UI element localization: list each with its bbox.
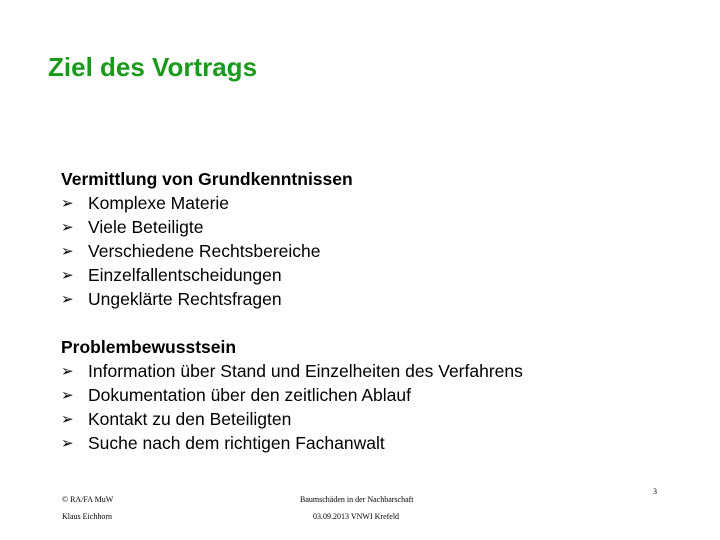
arrow-bullet-icon: ➢ [61,266,74,284]
list-item-text: Komplexe Materie [88,193,230,213]
footer-date-event: 03.09.2013 VNWI Krefeld [313,512,400,521]
list-item [61,383,523,407]
section-heading: Problembewusstsein [61,337,237,357]
list-item [61,431,523,455]
footer-author: Klaus Eichhorn [62,512,112,521]
list-item [61,239,353,263]
list-item-text: Suche nach dem richtigen Fachanwalt [88,433,385,453]
list-item [61,287,353,311]
section-heading: Vermittlung von Grundkenntnissen [61,169,353,189]
footer-topic: Baumschäden in der Nachbarschaft [300,495,414,504]
list-item-text: Dokumentation über den zeitlichen Ablauf [88,385,411,405]
section-problembewusstsein [61,335,523,455]
list-item [61,215,353,239]
list-item-text: Kontakt zu den Beteiligten [88,409,292,429]
list-item-text: Verschiedene Rechtsbereiche [88,241,321,261]
arrow-bullet-icon: ➢ [61,218,74,236]
list-item-text: Ungeklärte Rechtsfragen [88,289,282,309]
footer-copyright: © RA/FA MuW [62,495,114,504]
list-item-text: Information über Stand und Einzelheiten des Verfahrens [88,361,523,381]
arrow-bullet-icon: ➢ [61,386,74,404]
arrow-bullet-icon: ➢ [61,194,74,212]
arrow-bullet-icon: ➢ [61,362,74,380]
arrow-bullet-icon: ➢ [61,290,74,308]
page-number: 3 [653,487,657,496]
list-item [61,359,523,383]
list-item-text: Einzelfallentscheidungen [88,265,282,285]
arrow-bullet-icon: ➢ [61,410,74,428]
list-item-text: Viele Beteiligte [88,217,204,237]
arrow-bullet-icon: ➢ [61,434,74,452]
list-item [61,407,523,431]
arrow-bullet-icon: ➢ [61,242,74,260]
section-grundkenntnisse [61,167,353,311]
slide-title: Ziel des Vortrags [48,52,258,82]
list-item [61,191,353,215]
list-item [61,263,353,287]
